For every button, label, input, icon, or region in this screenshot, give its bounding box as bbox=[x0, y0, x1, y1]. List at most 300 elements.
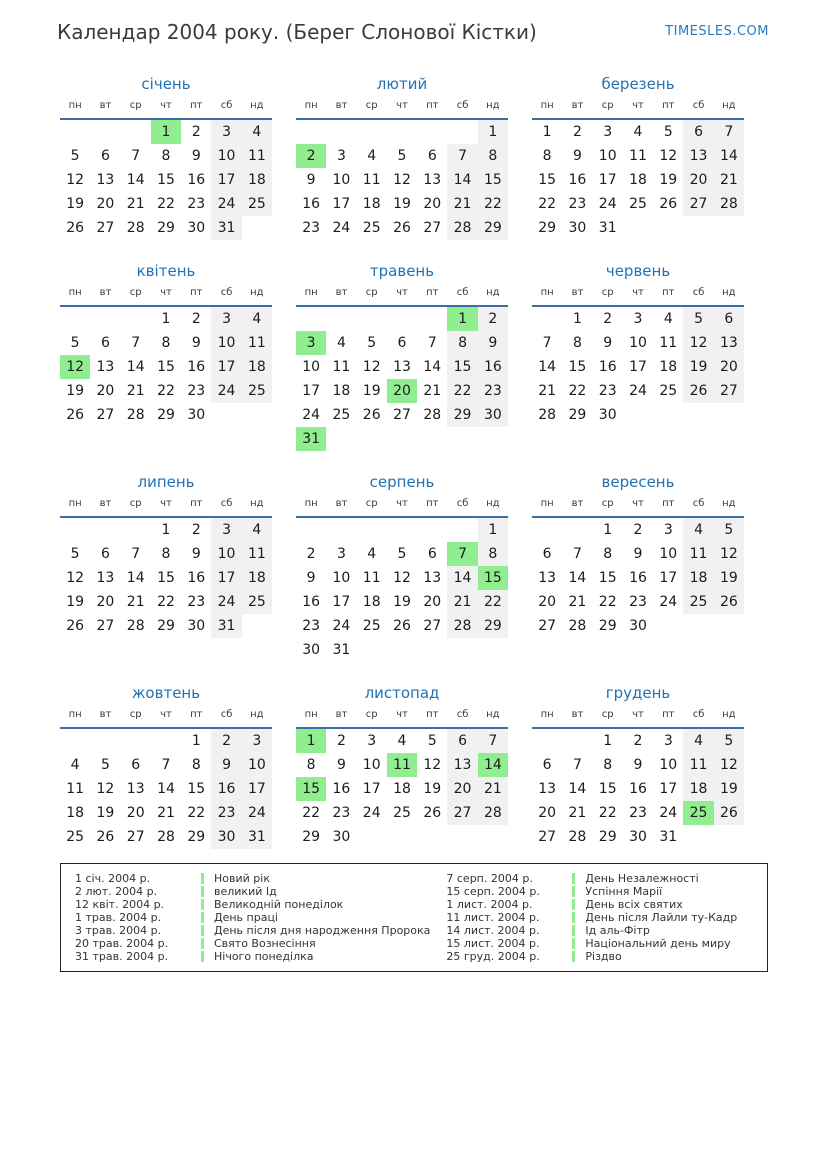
month-title: жовтень bbox=[131, 684, 201, 702]
day-cell: 25 bbox=[629, 196, 647, 212]
weekday-label: ср bbox=[129, 709, 142, 720]
empty-cell bbox=[447, 518, 477, 542]
weekday-label: нд bbox=[486, 287, 500, 298]
weekday-label: пт bbox=[190, 287, 203, 298]
empty-cell bbox=[121, 307, 151, 331]
day-cell: 14 bbox=[126, 359, 145, 375]
weekday-label: ср bbox=[365, 287, 378, 298]
day-cell: 12 bbox=[66, 570, 85, 586]
legend-date: 7 серп. 2004 р. bbox=[446, 872, 533, 885]
day-cell: 10 bbox=[302, 359, 321, 375]
day-cell: 14 bbox=[126, 172, 145, 188]
day-cell: 26 bbox=[714, 590, 744, 614]
day-cell: 9 bbox=[306, 570, 316, 586]
holiday-tick-icon bbox=[201, 938, 204, 949]
weekday-label: чт bbox=[160, 100, 172, 111]
weekday-label: пт bbox=[190, 498, 203, 509]
weekday-label: ср bbox=[601, 498, 614, 509]
day-cell: 29 bbox=[538, 220, 557, 236]
day-cell: 15 bbox=[157, 570, 175, 586]
day-cell: 7 bbox=[131, 148, 141, 164]
day-cell: 28 bbox=[423, 407, 442, 423]
day-cell: 11 bbox=[659, 335, 678, 351]
day-cell: 30 bbox=[302, 642, 321, 658]
day-cell: 24 bbox=[659, 594, 678, 610]
day-cell: 20 bbox=[96, 594, 115, 610]
day-cell: 20 bbox=[683, 168, 713, 192]
day-cell: 15 bbox=[296, 777, 326, 801]
weekday-label: пн bbox=[540, 498, 554, 509]
day-cell: 12 bbox=[362, 359, 381, 375]
legend-entry bbox=[75, 911, 430, 924]
day-cell: 21 bbox=[126, 383, 145, 399]
day-cell: 22 bbox=[157, 196, 175, 212]
day-cell: 25 bbox=[659, 383, 678, 399]
day-grid bbox=[296, 518, 508, 662]
day-cell: 5 bbox=[663, 124, 673, 140]
day-cell: 27 bbox=[393, 407, 411, 423]
weekday-label: нд bbox=[722, 287, 736, 298]
legend-holiday-name: День праці bbox=[214, 911, 278, 924]
day-cell: 3 bbox=[296, 331, 326, 355]
day-cell: 9 bbox=[603, 335, 613, 351]
month-may bbox=[296, 262, 508, 451]
day-cell: 15 bbox=[478, 168, 508, 192]
month-title: серпень bbox=[369, 473, 435, 491]
legend-holiday-name: Різдво bbox=[585, 950, 622, 963]
day-cell: 15 bbox=[538, 172, 557, 188]
day-cell: 19 bbox=[96, 805, 115, 821]
day-cell: 28 bbox=[538, 407, 557, 423]
day-cell: 11 bbox=[629, 148, 647, 164]
day-cell: 1 bbox=[603, 733, 613, 749]
day-cell: 14 bbox=[714, 144, 744, 168]
legend-date: 1 трав. 2004 р. bbox=[75, 911, 162, 924]
day-cell: 8 bbox=[191, 757, 201, 773]
day-cell: 27 bbox=[538, 829, 557, 845]
weekday-label: нд bbox=[722, 709, 736, 720]
day-cell: 9 bbox=[633, 546, 643, 562]
weekday-label: ср bbox=[601, 100, 614, 111]
day-cell: 30 bbox=[211, 825, 241, 849]
weekday-header bbox=[60, 287, 272, 307]
day-cell: 26 bbox=[66, 220, 85, 236]
day-cell: 26 bbox=[714, 801, 744, 825]
day-cell: 6 bbox=[397, 335, 407, 351]
legend-holiday-name: Новий рік bbox=[214, 872, 270, 885]
day-cell: 26 bbox=[659, 196, 678, 212]
day-cell: 21 bbox=[157, 805, 175, 821]
day-cell: 26 bbox=[66, 618, 85, 634]
legend-date: 1 лист. 2004 р. bbox=[446, 898, 533, 911]
empty-cell bbox=[532, 518, 562, 542]
day-cell: 24 bbox=[211, 192, 241, 216]
day-grid bbox=[532, 518, 744, 638]
day-cell: 4 bbox=[397, 733, 407, 749]
day-cell: 14 bbox=[447, 168, 477, 192]
day-cell: 29 bbox=[598, 829, 617, 845]
day-cell: 3 bbox=[336, 546, 346, 562]
day-cell: 10 bbox=[598, 148, 617, 164]
weekday-header bbox=[60, 100, 272, 120]
legend-date: 31 трав. 2004 р. bbox=[75, 950, 169, 963]
day-cell: 30 bbox=[187, 618, 206, 634]
day-cell: 10 bbox=[211, 542, 241, 566]
day-cell: 1 bbox=[191, 733, 201, 749]
day-cell: 17 bbox=[598, 172, 617, 188]
day-cell: 5 bbox=[714, 729, 744, 753]
day-cell: 8 bbox=[603, 546, 613, 562]
day-cell: 20 bbox=[538, 594, 557, 610]
weekday-label: ср bbox=[601, 709, 614, 720]
day-cell: 14 bbox=[126, 570, 145, 586]
day-cell: 14 bbox=[447, 566, 477, 590]
day-cell: 4 bbox=[242, 307, 272, 331]
day-cell: 7 bbox=[447, 542, 477, 566]
day-cell: 10 bbox=[659, 757, 678, 773]
day-cell: 29 bbox=[302, 829, 321, 845]
weekday-label: ср bbox=[129, 287, 142, 298]
day-cell: 5 bbox=[70, 335, 80, 351]
day-cell: 12 bbox=[714, 753, 744, 777]
day-cell: 26 bbox=[683, 379, 713, 403]
day-cell: 13 bbox=[96, 570, 115, 586]
day-cell: 2 bbox=[633, 522, 643, 538]
day-cell: 7 bbox=[131, 546, 141, 562]
day-cell: 21 bbox=[538, 383, 557, 399]
weekday-label: пн bbox=[304, 709, 318, 720]
day-cell: 7 bbox=[427, 335, 437, 351]
day-cell: 19 bbox=[362, 383, 381, 399]
day-cell: 20 bbox=[538, 805, 557, 821]
day-cell: 7 bbox=[542, 335, 552, 351]
day-cell: 2 bbox=[572, 124, 582, 140]
day-cell: 17 bbox=[659, 781, 678, 797]
day-cell: 16 bbox=[568, 172, 587, 188]
day-cell: 27 bbox=[126, 829, 145, 845]
holiday-tick-icon bbox=[201, 951, 204, 962]
day-cell: 11 bbox=[683, 542, 713, 566]
weekday-label: пн bbox=[68, 100, 82, 111]
day-cell: 29 bbox=[157, 618, 175, 634]
day-cell: 24 bbox=[629, 383, 647, 399]
weekday-header bbox=[296, 100, 508, 120]
empty-cell bbox=[417, 120, 447, 144]
day-cell: 16 bbox=[187, 359, 206, 375]
day-cell: 12 bbox=[659, 148, 678, 164]
day-cell: 16 bbox=[187, 172, 206, 188]
day-cell: 27 bbox=[96, 407, 115, 423]
weekday-header bbox=[296, 498, 508, 518]
weekday-header bbox=[60, 498, 272, 518]
day-cell: 8 bbox=[161, 546, 171, 562]
day-cell: 28 bbox=[157, 829, 175, 845]
weekday-label: пт bbox=[426, 287, 439, 298]
month-title: червень bbox=[605, 262, 671, 280]
day-cell: 7 bbox=[161, 757, 171, 773]
day-cell: 17 bbox=[211, 355, 241, 379]
weekday-label: пн bbox=[304, 100, 318, 111]
day-grid bbox=[532, 120, 744, 240]
day-cell: 25 bbox=[66, 829, 85, 845]
legend-entry bbox=[446, 924, 767, 937]
day-cell: 27 bbox=[96, 618, 115, 634]
day-cell: 5 bbox=[70, 148, 80, 164]
day-cell: 12 bbox=[96, 781, 115, 797]
holiday-tick-icon bbox=[572, 899, 575, 910]
day-cell: 21 bbox=[714, 168, 744, 192]
brand-link[interactable]: TIMESLES.COM bbox=[665, 24, 769, 39]
weekday-label: пт bbox=[426, 709, 439, 720]
day-cell: 18 bbox=[393, 781, 411, 797]
day-cell: 11 bbox=[332, 359, 351, 375]
weekday-label: чт bbox=[160, 287, 172, 298]
month-march bbox=[532, 75, 744, 240]
day-cell: 5 bbox=[427, 733, 437, 749]
legend-date: 20 трав. 2004 р. bbox=[75, 937, 169, 950]
day-cell: 22 bbox=[598, 594, 617, 610]
day-cell: 3 bbox=[211, 120, 241, 144]
day-cell: 4 bbox=[683, 729, 713, 753]
day-cell: 9 bbox=[633, 757, 643, 773]
empty-cell bbox=[562, 518, 592, 542]
day-cell: 10 bbox=[242, 753, 272, 777]
day-cell: 20 bbox=[387, 379, 417, 403]
page-title: Календар 2004 року. (Берег Слонової Кістки) bbox=[57, 20, 537, 44]
weekday-label: нд bbox=[486, 100, 500, 111]
day-cell: 23 bbox=[478, 379, 508, 403]
day-cell: 29 bbox=[478, 614, 508, 638]
legend-entry bbox=[75, 950, 430, 963]
weekday-label: вт bbox=[335, 287, 348, 298]
legend-holiday-name: День Незалежності bbox=[585, 872, 699, 885]
weekday-label: пт bbox=[426, 100, 439, 111]
weekday-label: вт bbox=[571, 498, 584, 509]
weekday-label: сб bbox=[220, 100, 233, 111]
day-cell: 8 bbox=[542, 148, 552, 164]
day-cell: 31 bbox=[296, 427, 326, 451]
day-cell: 15 bbox=[157, 359, 175, 375]
day-cell: 1 bbox=[603, 522, 613, 538]
day-cell: 16 bbox=[478, 355, 508, 379]
day-cell: 15 bbox=[598, 781, 617, 797]
day-cell: 4 bbox=[367, 148, 377, 164]
day-cell: 13 bbox=[423, 172, 442, 188]
month-june bbox=[532, 262, 744, 427]
day-cell: 14 bbox=[157, 781, 175, 797]
weekday-label: сб bbox=[456, 709, 469, 720]
weekday-label: нд bbox=[250, 498, 264, 509]
day-cell: 18 bbox=[332, 383, 351, 399]
day-cell: 6 bbox=[542, 757, 552, 773]
day-cell: 3 bbox=[367, 733, 377, 749]
day-cell: 12 bbox=[393, 570, 411, 586]
day-cell: 24 bbox=[362, 805, 381, 821]
weekday-label: ср bbox=[601, 287, 614, 298]
weekday-label: вт bbox=[571, 100, 584, 111]
day-cell: 18 bbox=[659, 359, 678, 375]
day-cell: 30 bbox=[568, 220, 587, 236]
legend-entry bbox=[446, 937, 767, 950]
day-cell: 31 bbox=[659, 829, 678, 845]
weekday-header bbox=[296, 287, 508, 307]
holiday-tick-icon bbox=[201, 925, 204, 936]
weekday-label: вт bbox=[99, 498, 112, 509]
day-cell: 10 bbox=[629, 335, 647, 351]
empty-cell bbox=[387, 518, 417, 542]
month-title: квітень bbox=[136, 262, 196, 280]
day-cell: 5 bbox=[367, 335, 377, 351]
weekday-label: пт bbox=[190, 709, 203, 720]
day-cell: 5 bbox=[70, 546, 80, 562]
day-cell: 13 bbox=[393, 359, 411, 375]
day-cell: 16 bbox=[302, 594, 321, 610]
legend-date: 3 трав. 2004 р. bbox=[75, 924, 162, 937]
weekday-label: чт bbox=[632, 498, 644, 509]
day-cell: 10 bbox=[332, 172, 351, 188]
day-cell: 13 bbox=[96, 359, 115, 375]
day-cell: 27 bbox=[96, 220, 115, 236]
day-grid bbox=[60, 307, 272, 427]
legend-entry bbox=[446, 898, 767, 911]
day-cell: 19 bbox=[659, 172, 678, 188]
day-cell: 6 bbox=[427, 148, 437, 164]
day-cell: 30 bbox=[629, 618, 647, 634]
day-cell: 13 bbox=[96, 172, 115, 188]
day-cell: 30 bbox=[187, 220, 206, 236]
day-cell: 6 bbox=[542, 546, 552, 562]
day-cell: 29 bbox=[478, 216, 508, 240]
day-cell: 3 bbox=[633, 311, 643, 327]
weekday-label: пн bbox=[540, 709, 554, 720]
day-cell: 13 bbox=[538, 570, 557, 586]
day-cell: 12 bbox=[423, 757, 442, 773]
day-cell: 13 bbox=[683, 144, 713, 168]
day-cell: 23 bbox=[332, 805, 351, 821]
day-cell: 26 bbox=[393, 220, 411, 236]
holiday-tick-icon bbox=[572, 938, 575, 949]
weekday-label: нд bbox=[722, 498, 736, 509]
day-cell: 30 bbox=[478, 403, 508, 427]
day-cell: 7 bbox=[714, 120, 744, 144]
day-cell: 2 bbox=[336, 733, 346, 749]
day-cell: 25 bbox=[242, 590, 272, 614]
day-cell: 24 bbox=[302, 407, 321, 423]
empty-cell bbox=[326, 120, 356, 144]
day-cell: 21 bbox=[447, 192, 477, 216]
day-grid bbox=[532, 729, 744, 849]
weekday-label: пн bbox=[68, 287, 82, 298]
day-cell: 7 bbox=[572, 757, 582, 773]
day-cell: 13 bbox=[423, 570, 442, 586]
day-cell: 16 bbox=[629, 781, 647, 797]
legend-holiday-name: День всіх святих bbox=[585, 898, 683, 911]
empty-cell bbox=[151, 729, 181, 753]
day-grid bbox=[60, 729, 272, 849]
header bbox=[0, 0, 827, 44]
day-cell: 2 bbox=[478, 307, 508, 331]
legend-date: 12 квіт. 2004 р. bbox=[75, 898, 165, 911]
day-cell: 2 bbox=[603, 311, 613, 327]
day-cell: 11 bbox=[242, 144, 272, 168]
day-cell: 2 bbox=[191, 311, 201, 327]
legend-entry bbox=[75, 937, 430, 950]
empty-cell bbox=[357, 518, 387, 542]
day-grid bbox=[296, 120, 508, 240]
day-cell: 5 bbox=[683, 307, 713, 331]
day-cell: 20 bbox=[447, 777, 477, 801]
day-cell: 22 bbox=[302, 805, 321, 821]
day-cell: 28 bbox=[447, 216, 477, 240]
legend-date: 2 лют. 2004 р. bbox=[75, 885, 158, 898]
weekday-label: сб bbox=[692, 709, 705, 720]
day-cell: 23 bbox=[211, 801, 241, 825]
day-cell: 25 bbox=[362, 618, 381, 634]
weekday-label: сб bbox=[692, 100, 705, 111]
legend-entry bbox=[75, 924, 430, 937]
day-cell: 13 bbox=[714, 331, 744, 355]
day-cell: 26 bbox=[362, 407, 381, 423]
weekday-label: чт bbox=[160, 498, 172, 509]
weekday-label: ср bbox=[129, 498, 142, 509]
weekday-label: пн bbox=[68, 709, 82, 720]
day-cell: 10 bbox=[659, 546, 678, 562]
legend-entry bbox=[75, 872, 430, 885]
month-title: листопад bbox=[364, 684, 440, 702]
day-cell: 28 bbox=[126, 407, 145, 423]
legend-date: 15 серп. 2004 р. bbox=[446, 885, 540, 898]
legend-holiday-name: Свято Вознесіння bbox=[214, 937, 316, 950]
empty-cell bbox=[387, 307, 417, 331]
day-cell: 1 bbox=[478, 518, 508, 542]
legend-date: 15 лист. 2004 р. bbox=[446, 937, 540, 950]
day-cell: 19 bbox=[393, 196, 411, 212]
empty-cell bbox=[121, 518, 151, 542]
day-cell: 9 bbox=[336, 757, 346, 773]
day-cell: 25 bbox=[242, 379, 272, 403]
empty-cell bbox=[90, 120, 120, 144]
day-cell: 1 bbox=[161, 311, 171, 327]
day-grid bbox=[296, 307, 508, 451]
day-cell: 20 bbox=[96, 196, 115, 212]
weekday-label: пн bbox=[68, 498, 82, 509]
day-cell: 28 bbox=[126, 220, 145, 236]
day-cell: 14 bbox=[538, 359, 557, 375]
day-cell: 11 bbox=[362, 172, 381, 188]
weekday-label: вт bbox=[335, 498, 348, 509]
legend-entry bbox=[446, 950, 767, 963]
day-cell: 15 bbox=[187, 781, 206, 797]
day-cell: 14 bbox=[478, 753, 508, 777]
day-cell: 26 bbox=[393, 618, 411, 634]
day-cell: 6 bbox=[100, 335, 110, 351]
day-cell: 3 bbox=[663, 733, 673, 749]
legend-entry bbox=[446, 885, 767, 898]
empty-cell bbox=[121, 729, 151, 753]
day-cell: 22 bbox=[157, 383, 175, 399]
empty-cell bbox=[60, 120, 90, 144]
day-cell: 3 bbox=[336, 148, 346, 164]
day-cell: 29 bbox=[157, 220, 175, 236]
day-cell: 26 bbox=[66, 407, 85, 423]
day-cell: 20 bbox=[423, 196, 442, 212]
weekday-label: вт bbox=[571, 709, 584, 720]
day-cell: 31 bbox=[332, 642, 351, 658]
weekday-header bbox=[296, 709, 508, 729]
day-cell: 22 bbox=[157, 594, 175, 610]
day-cell: 21 bbox=[126, 196, 145, 212]
day-cell: 21 bbox=[568, 805, 587, 821]
